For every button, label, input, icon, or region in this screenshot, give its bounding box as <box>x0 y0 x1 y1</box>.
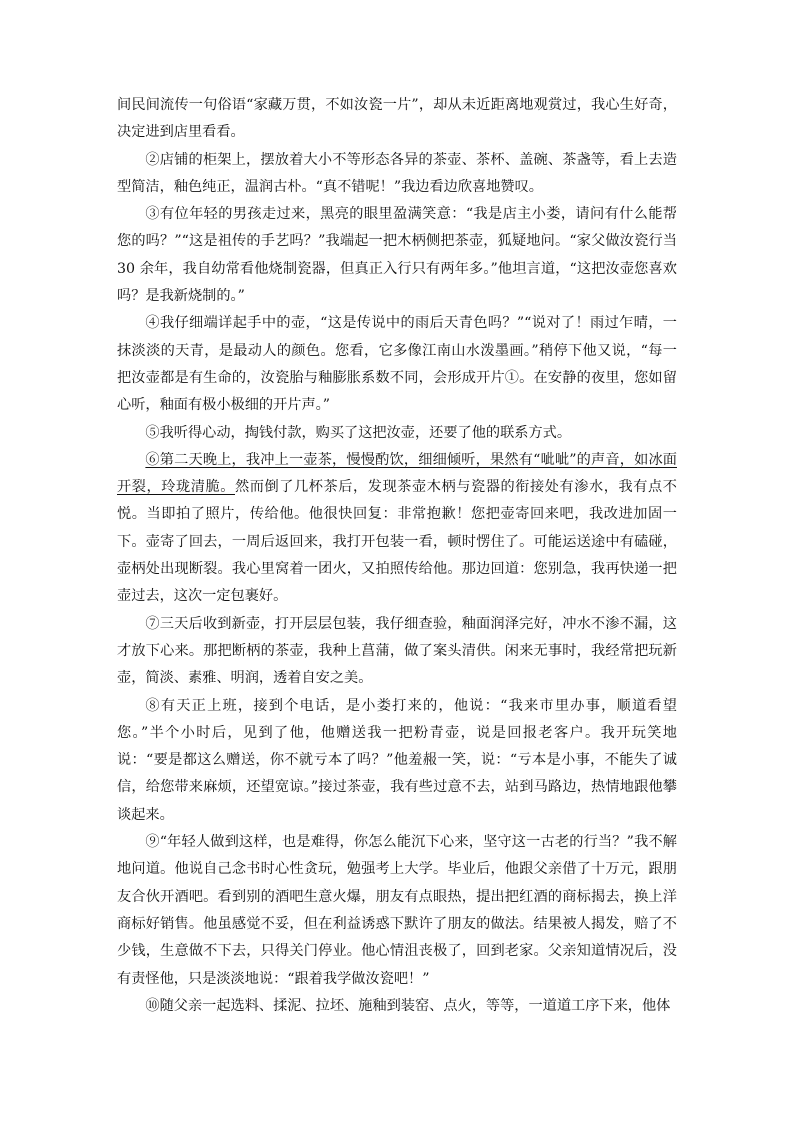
underlined-sentence: ⑥第二天晚上，我冲上一壶茶，慢慢酌饮，细细倾听，果然有“呲呲”的声音，如冰面开裂，玲珑清脆。 <box>117 451 677 496</box>
paragraph-6-rest: 然而倒了几杯茶后，发现茶壶木柄与瓷器的衔接处有渗水，我有点不悦。当即拍了照片，传给他。他很快回复：非常抱歉！您把壶寄回来吧，我改进加固一下。壶寄了回去，一周后返回来，我打开包装一看，顿时愣住了。可能运送途中有磕碰，壶柄处出现断裂。我心里窝着一团火，又拍照传给他。那边回道：您别急，我再快递一把壶过去，这次一定包裹好。 <box>117 479 677 605</box>
paragraph-4: ④我仔细端详起手中的壶，“这是传说中的雨后天青色吗？”“说对了！雨过乍晴，一抹淡淡的天青，是最动人的颜色。您看，它多像江南山水泼墨画。”稍停下他又说，“每一把汝壶都是有生命的，汝瓷胎与釉膨胀系数不同，会形成开片①。在安静的夜里，您如留心听，釉面有极小极细的开片声。” <box>117 315 677 414</box>
paragraph-3: ③有位年轻的男孩走过来，黑亮的眼里盈满笑意：“我是店主小娄，请问有什么能帮您的吗？”“这是祖传的手艺吗？”我端起一把木柄侧把茶壶，狐疑地问。“家父做汝瓷行当 30 余年，我自幼常看他烧制瓷器，但真正入行只有两年多。”他坦言道，“这把汝壶您喜欢吗？是我新烧制的。” <box>117 206 677 305</box>
paragraph-1: 间民间流传一句俗语“家藏万贯，不如汝瓷一片”，却从未近距离地观赏过，我心生好奇，决定进到店里看看。 <box>117 97 677 141</box>
paragraph-8: ⑧有天正上班，接到个电话，是小娄打来的，他说：“我来市里办事，顺道看望您。”半个小时后，见到了他，他赠送我一把粉青壶，说是回报老客户。我开玩笑地说：“要是都这么赠送，你不就亏本了吗？”他羞赧一笑，说：“亏本是小事，不能失了诚信，给您带来麻烦，还望宽谅。”接过茶壶，我有些过意不去，站到马路边，热情地跟他攀谈起来。 <box>117 697 677 823</box>
paragraph-6 <box>117 447 677 611</box>
paragraph-7: ⑦三天后收到新壶，打开层层包装，我仔细查验，釉面润泽完好，冲水不渗不漏，这才放下心来。那把断柄的茶壶，我种上菖蒲，做了案头清供。闲来无事时，我经常把玩新壶，简淡、素雅、明润，透着自安之美。 <box>117 615 677 687</box>
document-page <box>117 92 677 1020</box>
paragraph-5: ⑤我听得心动，掏钱付款，购买了这把汝壶，还要了他的联系方式。 <box>145 424 572 441</box>
paragraph-9: ⑨“年轻人做到这样，也是难得，你怎么能沉下心来，坚守这一古老的行当？”我不解地问道。他说自己念书时心性贪玩，勉强考上大学。毕业后，他跟父亲借了十万元，跟朋友合伙开酒吧。看到别的酒吧生意火爆，朋友有点眼热，提出把红酒的商标揭去，换上洋商标好销售。他虽感觉不妥，但在利益诱惑下默许了朋友的做法。结果被人揭发，赔了不少钱，生意做不下去，只得关门停业。他心情沮丧极了，回到老家。父亲知道情况后，没有责怪他，只是淡淡地说：“跟着我学做汝瓷吧！” <box>117 834 677 987</box>
paragraph-2: ②店铺的柜架上，摆放着大小不等形态各异的茶壶、茶杯、盖碗、茶盏等，看上去造型简洁，釉色纯正，温润古朴。“真不错呢！”我边看边欣喜地赞叹。 <box>117 151 677 195</box>
paragraph-10: ⑩随父亲一起选料、揉泥、拉坯、施釉到装窑、点火，等等，一道道工序下来，他体 <box>145 997 671 1014</box>
